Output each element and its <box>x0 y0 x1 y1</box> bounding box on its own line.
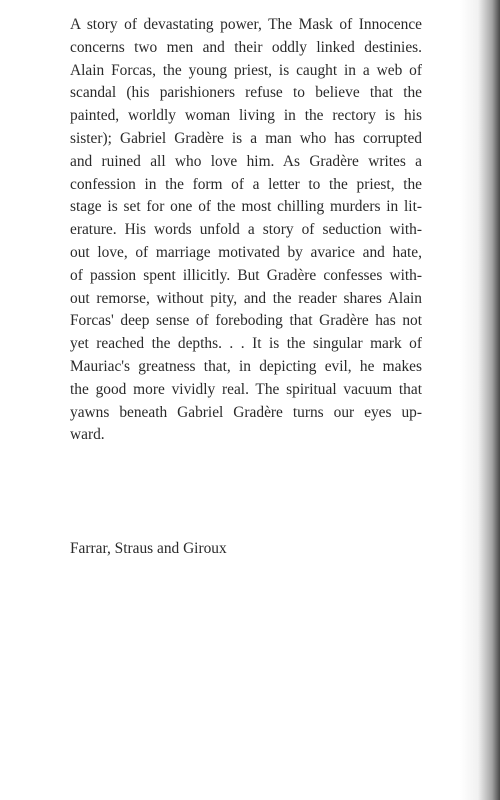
blurb-line: stage is set for one of the most chilling murders in lit- <box>70 198 422 216</box>
blurb-line: the good more vividly real. The spiritual vacuum that <box>70 380 422 398</box>
blurb-line: ward. <box>70 426 105 444</box>
page-edge-shadow <box>460 0 500 800</box>
blurb-line: scandal (his parishioners refuse to believe that the <box>70 84 422 102</box>
blurb-line: out remorse, without pity, and the reader shares Alain <box>70 289 422 307</box>
blurb-line: Alain Forcas, the young priest, is caught in a web of <box>70 61 422 79</box>
publisher-imprint: Farrar, Straus and Giroux <box>70 540 227 557</box>
blurb-line: yet reached the depths. . . It is the singular mark of <box>70 335 422 353</box>
blurb-line: A story of devastating power, The Mask of Innocence <box>70 16 422 33</box>
blurb-line: painted, worldly woman living in the rectory is his <box>70 107 422 125</box>
blurb-line: sister); Gabriel Gradère is a man who has corrupted <box>70 129 422 147</box>
blurb-line: Mauriac's greatness that, in depicting evil, he makes <box>70 357 422 375</box>
blurb-line: and ruined all who love him. As Gradère writes a <box>70 152 422 170</box>
cover-blurb <box>70 14 422 447</box>
blurb-line: Forcas' deep sense of foreboding that Gradère has not <box>70 312 422 330</box>
blurb-line: out love, of marriage motivated by avarice and hate, <box>70 243 422 261</box>
blurb-line: concerns two men and their oddly linked destinies. <box>70 38 422 56</box>
blurb-line: erature. His words unfold a story of seduction with- <box>70 221 422 239</box>
blurb-line: confession in the form of a letter to the priest, the <box>70 175 422 193</box>
blurb-line: of passion spent illicitly. But Gradère confesses with- <box>70 266 422 284</box>
blurb-line: yawns beneath Gabriel Gradère turns our eyes up- <box>70 403 422 421</box>
